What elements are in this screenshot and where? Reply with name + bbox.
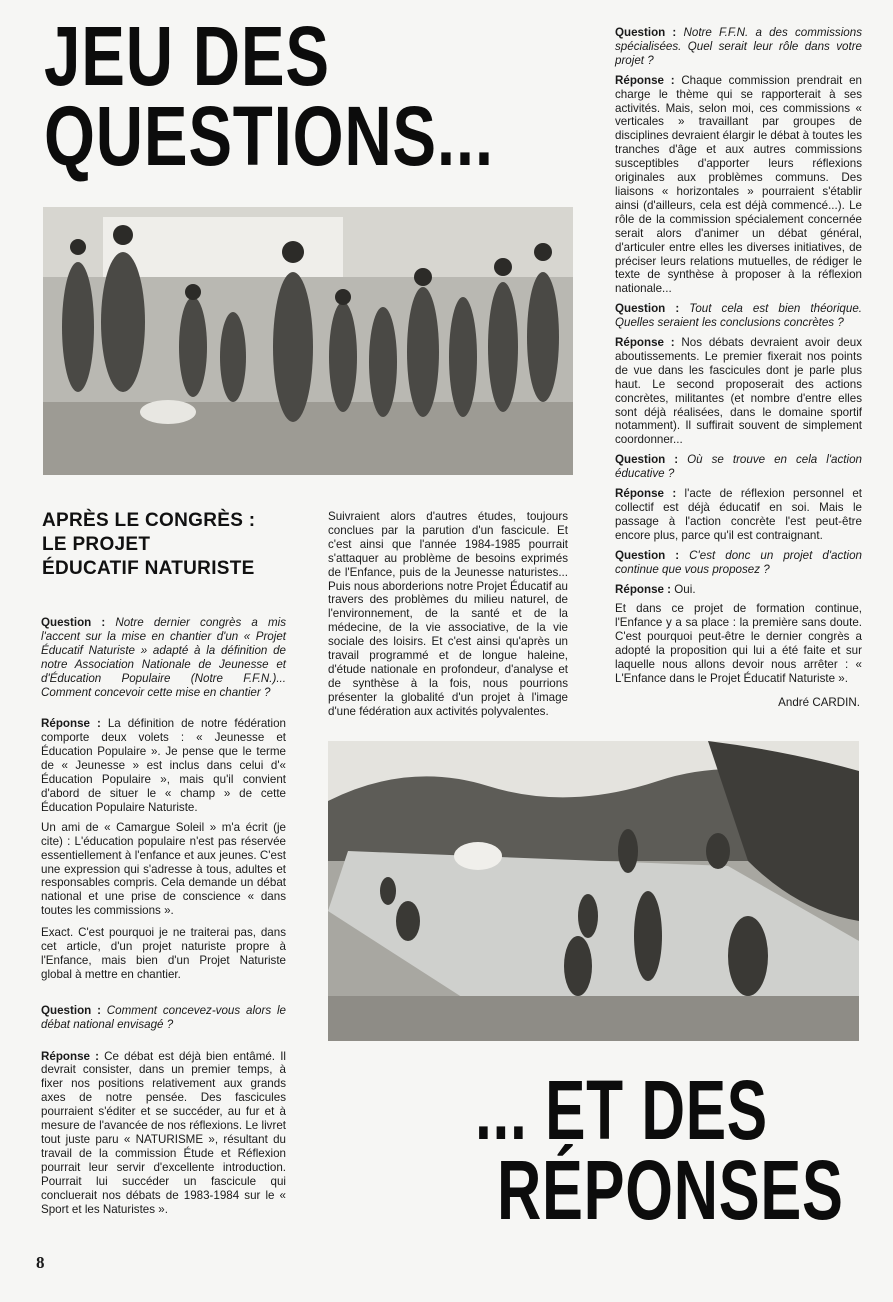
subtitle-line1: APRÈS LE CONGRÈS : — [42, 510, 256, 531]
question-text: C'est donc un projet d'action continue que vous proposez ? — [615, 548, 862, 576]
page-number: 8 — [36, 1253, 45, 1272]
headline-bottom-line2: RÉPONSES — [497, 1143, 844, 1237]
photo-swimming-pool — [328, 741, 859, 1041]
answer-text: La définition de notre fédération comporte deux volets : « Jeunesse et Éducation Populaire ». Je pense que le terme de « Jeunesse » est inclus dans celui d'« Éducation Populaire », mais qu'il convient d'abord de situer le « champ » de cette Éducation Populaire Naturiste. — [41, 717, 286, 814]
author-signature: André CARDIN. — [778, 696, 860, 709]
headline-bottom-line1: ... ET DES — [475, 1063, 768, 1157]
answer-text: Ce débat est déjà bien entâmé. Il devrait consister, dans un premier temps, à fixer nos positions relativement aux grands axes de notre pensée. Des fascicules pourraient s'éditer et se succéder, au fur et à mesure de l'avancée de nos réflexions. Le livret tout juste paru « NATURISME », résultant du travail de la commission Étude et Réflexion pourrait leur servir d'excellente introduction. Pourrait lui succéder un fascicule qui concluerait nos débats de 1983-1984 sur le « Sport et les Naturistes ». — [41, 1049, 286, 1216]
answer-label: Réponse : — [615, 73, 675, 87]
headline-bottom — [475, 1063, 875, 1237]
answer-text: Nos débats devraient avoir deux aboutissements. Le premier fixerait nos points de vue dans les fascicules dont je parle plus haut. Le second proposerait des actions concrètes, militantes (et nombre d'entre elles sont déjà réalisées, dans le domaine sportif notamment). Il suffirait souvent de simplement coordonner... — [615, 336, 862, 447]
question-text: Notre F.F.N. a des commissions spécialisées. Quel serait leur rôle dans votre projet ? — [615, 26, 862, 67]
answer-1 — [615, 74, 862, 297]
question-label: Question : — [615, 302, 680, 316]
answer-4 — [615, 583, 862, 597]
answer-label: Réponse : — [615, 487, 677, 501]
paragraph: Exact. C'est pourquoi je ne traiterai pas, dans cet article, d'un projet naturiste propre à l'Enfance, mais bien d'un Projet Naturiste global à mettre en chantier. — [41, 926, 286, 981]
answer-label: Réponse : — [41, 1049, 99, 1063]
question-label: Question : — [615, 26, 677, 39]
answer-2 — [41, 1050, 286, 1217]
question-1 — [615, 26, 862, 68]
question-3 — [615, 453, 862, 481]
answer-label: Réponse : — [41, 717, 101, 731]
headline-top — [44, 9, 514, 183]
question-2 — [615, 302, 862, 330]
headline-top-line2: QUESTIONS... — [44, 89, 494, 183]
column-3 — [615, 26, 862, 692]
answer-1 — [41, 717, 286, 814]
question-text: Tout cela est bien théorique. Quelles seraient les conclusions concrètes ? — [615, 302, 862, 330]
paragraph: Suivraient alors d'autres études, toujours conclues par la parution d'un fascicule. Et c'est ainsi que l'année 1984-1985 pourrait s'attaquer au problème de besoins exprimés de l'Enfance, puis de la Jeunesse naturistes... Puis nous aborderions notre Projet Éducatif au travers des problèmes du milieu naturel, de l'environnement, de la santé et de la médecine, de la vie associative, de la vie sociale des loisirs. Et c'est ainsi qu'après un travail programmé et de longue haleine, d'étude nationale en profondeur, d'analyse et de synthèse à la fois, nous pourrions présenter la globalité d'un projet à l'image d'une fédération aux activités polyvalentes. — [328, 510, 568, 718]
question-2 — [41, 1004, 286, 1032]
answer-label: Réponse : — [615, 336, 675, 350]
question-label: Question : — [615, 548, 680, 562]
answer-3 — [615, 487, 862, 543]
answer-2 — [615, 336, 862, 447]
paragraph: Un ami de « Camargue Soleil » m'a écrit (je cite) : L'éducation populaire n'est pas réservée essentiellement à l'enfance et aux jeunes. C'est une expression qui s'adresse à tous, adultes et responsables compris. Cela demande un débat national et une prise de conscience « dans toutes les commissions ». — [41, 820, 286, 918]
subtitle-line3: ÉDUCATIF NATURISTE — [42, 558, 255, 579]
paragraph: Et dans ce projet de formation continue, l'Enfance y a sa place : la première sans doute. C'est pourquoi peut-être le dernier congrès a adopté la proposition qui lui a été faite et sur laquelle nous allons devoir nous arrêter : « L'Enfance dans le Projet Éducatif Naturiste ». — [615, 602, 862, 685]
subtitle-line2: LE PROJET — [42, 534, 151, 555]
answer-text: Chaque commission prendrait en charge le thème qui se rapporterait à ses activités. Mais, selon moi, ces commissions « verticales » travaillant par groupes de disciplines devraient élargir le débat à toutes les tranches d'âge et aux autres commissions susceptibles d'apporter leurs réflexions originales aux problèmes communs. Des liaisons « horizontales » pourraient s'établir ainsi (d'ailleurs, cela est déjà commencé...). Le rôle de la commission spécialement concernée serait alors d'animer un débat général, d'articuler entre elles les diverses initiatives, de préciser leurs relations mutuelles, de rédiger le texte de synthèse à proposer à la réflexion nationale... — [615, 73, 862, 296]
question-4 — [615, 549, 862, 577]
question-label: Question : — [41, 616, 106, 629]
question-label: Question : — [41, 1003, 101, 1017]
answer-text: Oui. — [674, 582, 696, 596]
column-1 — [41, 616, 286, 1222]
question-text: Notre dernier congrès a mis l'accent sur la mise en chantier d'un « Projet Éducatif Naturiste » adapté à la définition de notre Association Nationale de Jeunesse et d'Éducation Populaire (Notre F.F.N.)... Comment concevoir cette mise en chantier ? — [41, 616, 286, 699]
photo-children-group — [43, 207, 573, 475]
question-text: Où se trouve en cela l'action éducative ? — [615, 453, 862, 481]
subtitle — [42, 509, 312, 581]
column-2 — [328, 510, 568, 725]
headline-top-line1: JEU DES — [44, 9, 330, 103]
question-text: Comment concevez-vous alors le débat national envisagé ? — [41, 1003, 286, 1031]
question-1 — [41, 616, 286, 699]
answer-label: Réponse : — [615, 582, 672, 596]
answer-text: l'acte de réflexion personnel et collectif est déjà éducatif en soi. Mais le passage à l'action concrète l'est peut-être encore plus, parce qu'il est contraignant. — [615, 487, 862, 542]
question-label: Question : — [615, 453, 679, 467]
